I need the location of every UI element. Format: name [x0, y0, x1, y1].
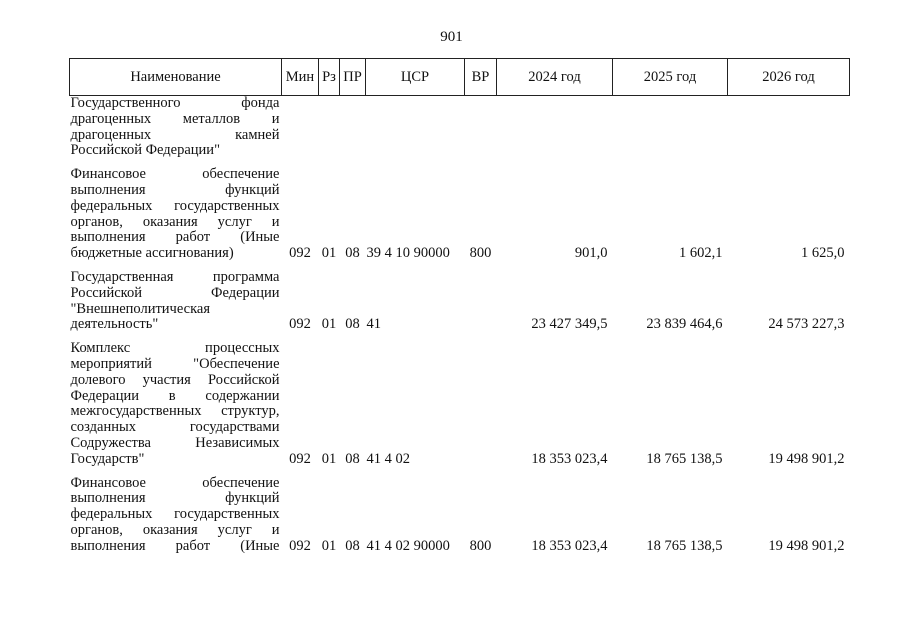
row-name: Государственная программа Российской Федерации "Внешнеполитическая деятельность" — [70, 268, 280, 333]
table-header-row — [70, 59, 850, 96]
row-vr: 800 — [469, 245, 492, 262]
header-min: Мин — [282, 59, 319, 96]
row-2024: 18 353 023,4 — [531, 537, 608, 554]
budget-table — [69, 58, 850, 555]
header-2025: 2025 год — [613, 59, 728, 96]
row-vr — [465, 341, 497, 467]
row-rz: 01 — [321, 245, 337, 262]
row-vr — [465, 96, 497, 160]
table-row — [70, 96, 850, 160]
row-csr — [366, 96, 465, 160]
row-csr: 39 4 10 90000 — [366, 245, 450, 262]
row-min — [282, 96, 319, 160]
table-row — [70, 167, 850, 262]
table-row — [70, 270, 850, 333]
row-min: 092 — [289, 537, 311, 554]
row-2026: 24 573 227,3 — [768, 316, 845, 333]
row-name: Комплекс процессных мероприятий "Обеспечение долевого участия Российской Федерации в содержании межгосударственных структур, созданных государствами Содружества Независимых Государств" — [70, 340, 280, 467]
row-vr — [465, 270, 497, 333]
page-number: 901 — [440, 29, 463, 45]
header-2024: 2024 год — [497, 59, 613, 96]
row-csr: 41 — [366, 316, 381, 333]
row-pr: 08 — [345, 245, 360, 262]
row-vr: 800 — [469, 537, 492, 554]
row-2024 — [497, 96, 613, 160]
row-name: Государственного фонда драгоценных металлов и драгоценных камней Российской Федерации" — [70, 95, 280, 159]
row-rz: 01 — [321, 316, 337, 333]
row-2024: 23 427 349,5 — [531, 316, 608, 333]
row-2025 — [613, 96, 728, 160]
row-rz: 01 — [321, 537, 337, 554]
row-pr: 08 — [345, 537, 360, 554]
row-2024: 901,0 — [574, 245, 608, 262]
row-min: 092 — [289, 245, 311, 262]
table-row — [70, 476, 850, 555]
row-csr: 41 4 02 90000 — [366, 537, 450, 554]
row-name: Финансовое обеспечение выполнения функций федеральных государственных органов, оказания услуг и выполнения работ (Иные бюджетные ассигнования) — [70, 166, 280, 262]
row-min: 092 — [289, 316, 311, 333]
row-pr: 08 — [345, 450, 360, 467]
row-2025: 18 765 138,5 — [646, 537, 723, 554]
header-name: Наименование — [70, 59, 282, 96]
row-min: 092 — [289, 450, 311, 467]
header-2026: 2026 год — [728, 59, 850, 96]
header-pr: ПР — [340, 59, 366, 96]
row-name: Финансовое обеспечение выполнения функций федеральных государственных органов, оказания услуг и выполнения работ (Иные — [70, 474, 280, 554]
row-2026 — [728, 96, 850, 160]
table-row — [70, 341, 850, 467]
row-rz — [319, 96, 340, 160]
row-2026: 1 625,0 — [801, 245, 845, 262]
header-vr: ВР — [465, 59, 497, 96]
row-rz: 01 — [321, 450, 337, 467]
row-2024: 18 353 023,4 — [531, 450, 608, 467]
row-2025: 1 602,1 — [679, 245, 723, 262]
header-csr: ЦСР — [366, 59, 465, 96]
row-2026: 19 498 901,2 — [768, 537, 845, 554]
row-csr: 41 4 02 — [366, 450, 410, 467]
row-2026: 19 498 901,2 — [768, 450, 845, 467]
row-pr: 08 — [345, 316, 360, 333]
row-2025: 18 765 138,5 — [646, 450, 723, 467]
row-2025: 23 839 464,6 — [646, 316, 723, 333]
header-rz: Рз — [319, 59, 340, 96]
row-pr — [340, 96, 366, 160]
